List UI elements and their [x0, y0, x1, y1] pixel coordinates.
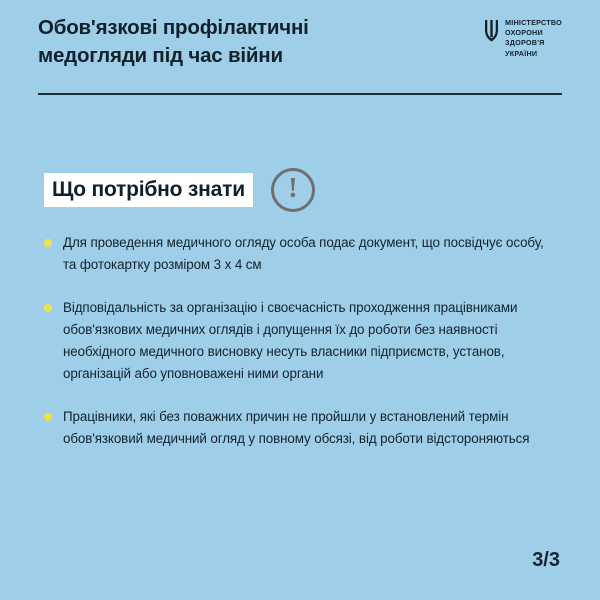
page-title-line-1: Обов'язкові профілактичні: [38, 16, 309, 39]
list-item: [44, 297, 556, 384]
bullet-dot-icon: [44, 239, 52, 247]
ministry-logo-text: [505, 18, 562, 59]
logo-text-line-1: МІНІСТЕРСТВО: [505, 18, 562, 27]
page-title: [38, 14, 309, 69]
list-item: [44, 406, 556, 449]
logo-text-line-3: ЗДОРОВ'Я: [505, 38, 545, 48]
section-header: [44, 168, 562, 212]
page-number: 3/3: [532, 549, 560, 571]
logo-text-line-4: УКРАЇНИ: [505, 48, 538, 58]
bullet-dot-icon: [44, 304, 52, 312]
bullet-dot-icon: [44, 413, 52, 421]
header-divider: [38, 93, 562, 95]
exclamation-glyph: !: [288, 173, 298, 204]
logo-text-line-2: ОХОРОНИ: [505, 28, 543, 38]
exclamation-circle-icon: [271, 168, 315, 212]
bullet-list: [44, 232, 556, 450]
section-heading: Що потрібно знати: [44, 173, 253, 207]
list-item: [44, 232, 556, 275]
header: [38, 14, 562, 69]
list-item-text: Працівники, які без поважних причин не пройшли у встановлений термін обов'язковий медичний огляд у повному обсязі, від роботи відстороняються: [63, 409, 530, 446]
list-item-text: Для проведення медичного огляду особа подає документ, що посвідчує особу, та фотокартку розміром 3 х 4 см: [63, 235, 544, 272]
trident-emblem-icon: [484, 19, 499, 45]
list-item-text: Відповідальність за організацію і своєчасність проходження працівниками обов'язкових медичних оглядів і допущення їх до роботи без наявності необхідного медичного висновку несуть власники підприємств, установ, організацій або уповноважені ними органи: [63, 300, 518, 381]
ministry-logo: [484, 18, 562, 59]
page-title-line-2: медогляди під час війни: [38, 43, 283, 67]
